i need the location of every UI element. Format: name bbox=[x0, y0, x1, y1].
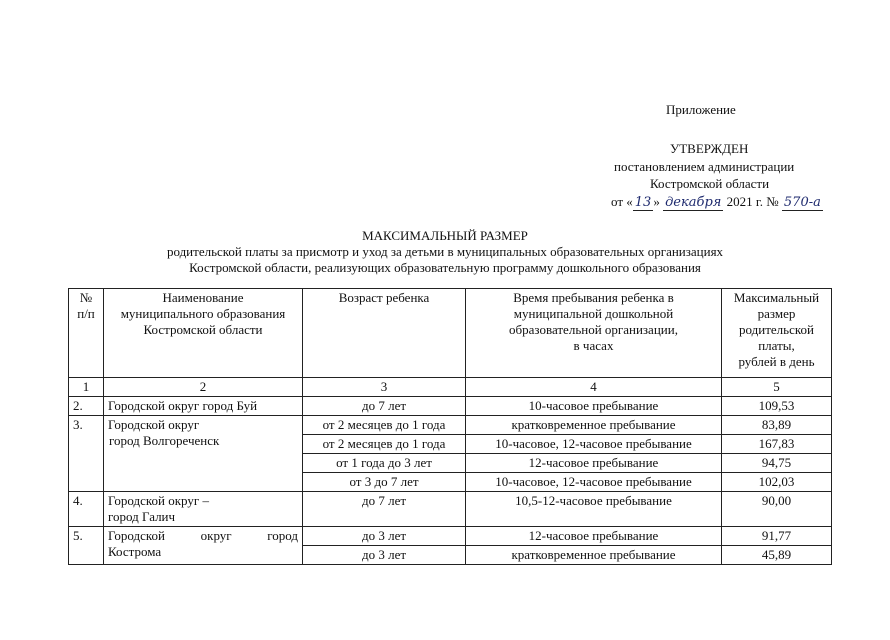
row-municipality: Городской округ город Волгореченск bbox=[104, 416, 303, 492]
row-num: 5. bbox=[69, 527, 104, 565]
date-mid: » bbox=[653, 194, 660, 209]
row-fee: 94,75 bbox=[722, 454, 832, 473]
row-age: до 7 лет bbox=[303, 492, 466, 527]
row-municipality: Городской округ город Буй bbox=[104, 397, 303, 416]
row-fee: 91,77 bbox=[722, 527, 832, 546]
row-age: от 1 года до 3 лет bbox=[303, 454, 466, 473]
row-time: 10-часовое пребывание bbox=[466, 397, 722, 416]
row-time: 10-часовое, 12-часовое пребывание bbox=[466, 435, 722, 454]
row-age: до 3 лет bbox=[303, 546, 466, 565]
table-row bbox=[69, 397, 832, 416]
row-age: от 2 месяцев до 1 года bbox=[303, 435, 466, 454]
column-number-row bbox=[69, 378, 832, 397]
col-number: 5 bbox=[722, 378, 832, 397]
row-fee: 90,00 bbox=[722, 492, 832, 527]
row-age: от 2 месяцев до 1 года bbox=[303, 416, 466, 435]
decree-date-line bbox=[611, 194, 823, 211]
table-row bbox=[69, 416, 832, 435]
row-num: 3. bbox=[69, 416, 104, 492]
row-municipality: Городской округ город Кострома bbox=[104, 527, 303, 565]
decree-line-2: Костромской области bbox=[650, 176, 770, 191]
header-num: № п/п bbox=[69, 289, 104, 378]
header-time: Время пребывания ребенка в муниципальной дошкольной образовательной организации, в часах bbox=[466, 289, 722, 378]
decree-line-1: постановлением администрации bbox=[614, 159, 795, 174]
row-age: до 7 лет bbox=[303, 397, 466, 416]
table-row bbox=[69, 492, 832, 527]
row-num: 2. bbox=[69, 397, 104, 416]
row-fee: 109,53 bbox=[722, 397, 832, 416]
document-subtitle-1: родительской платы за присмотр и уход за детьми в муниципальных образовательных организациях bbox=[166, 244, 724, 259]
table-row bbox=[69, 527, 832, 546]
date-day-handwritten: 13 bbox=[634, 195, 652, 210]
row-time: 10-часовое, 12-часовое пребывание bbox=[466, 473, 722, 492]
date-prefix: от « bbox=[611, 194, 633, 209]
row-time: кратковременное пребывание bbox=[466, 546, 722, 565]
row-age: до 3 лет bbox=[303, 527, 466, 546]
table-header-row bbox=[69, 289, 832, 378]
header-age: Возраст ребенка bbox=[303, 289, 466, 378]
document-title: МАКСИМАЛЬНЫЙ РАЗМЕР bbox=[362, 228, 528, 243]
row-fee: 102,03 bbox=[722, 473, 832, 492]
row-fee: 45,89 bbox=[722, 546, 832, 565]
header-name: Наименование муниципального образования Костромской области bbox=[104, 289, 303, 378]
col-number: 2 bbox=[104, 378, 303, 397]
date-year: 2021 г. № bbox=[726, 194, 779, 209]
fee-table bbox=[68, 288, 832, 565]
col-number: 1 bbox=[69, 378, 104, 397]
col-number: 4 bbox=[466, 378, 722, 397]
row-num: 4. bbox=[69, 492, 104, 527]
row-municipality: Городской округ – город Галич bbox=[104, 492, 303, 527]
decree-number-handwritten: 570-а bbox=[783, 195, 821, 210]
col-number: 3 bbox=[303, 378, 466, 397]
row-fee: 83,89 bbox=[722, 416, 832, 435]
row-fee: 167,83 bbox=[722, 435, 832, 454]
approved-label: УТВЕРЖДЕН bbox=[670, 141, 749, 156]
row-time: 10,5-12-часовое пребывание bbox=[466, 492, 722, 527]
header-fee: Максимальный размер родительской платы, рублей в день bbox=[722, 289, 832, 378]
row-age: от 3 до 7 лет bbox=[303, 473, 466, 492]
document-subtitle-2: Костромской области, реализующих образовательную программу дошкольного образования bbox=[189, 260, 701, 275]
date-month-handwritten: декабря bbox=[665, 195, 722, 210]
row-time: кратковременное пребывание bbox=[466, 416, 722, 435]
appendix-label: Приложение bbox=[666, 102, 736, 117]
row-time: 12-часовое пребывание bbox=[466, 527, 722, 546]
row-time: 12-часовое пребывание bbox=[466, 454, 722, 473]
